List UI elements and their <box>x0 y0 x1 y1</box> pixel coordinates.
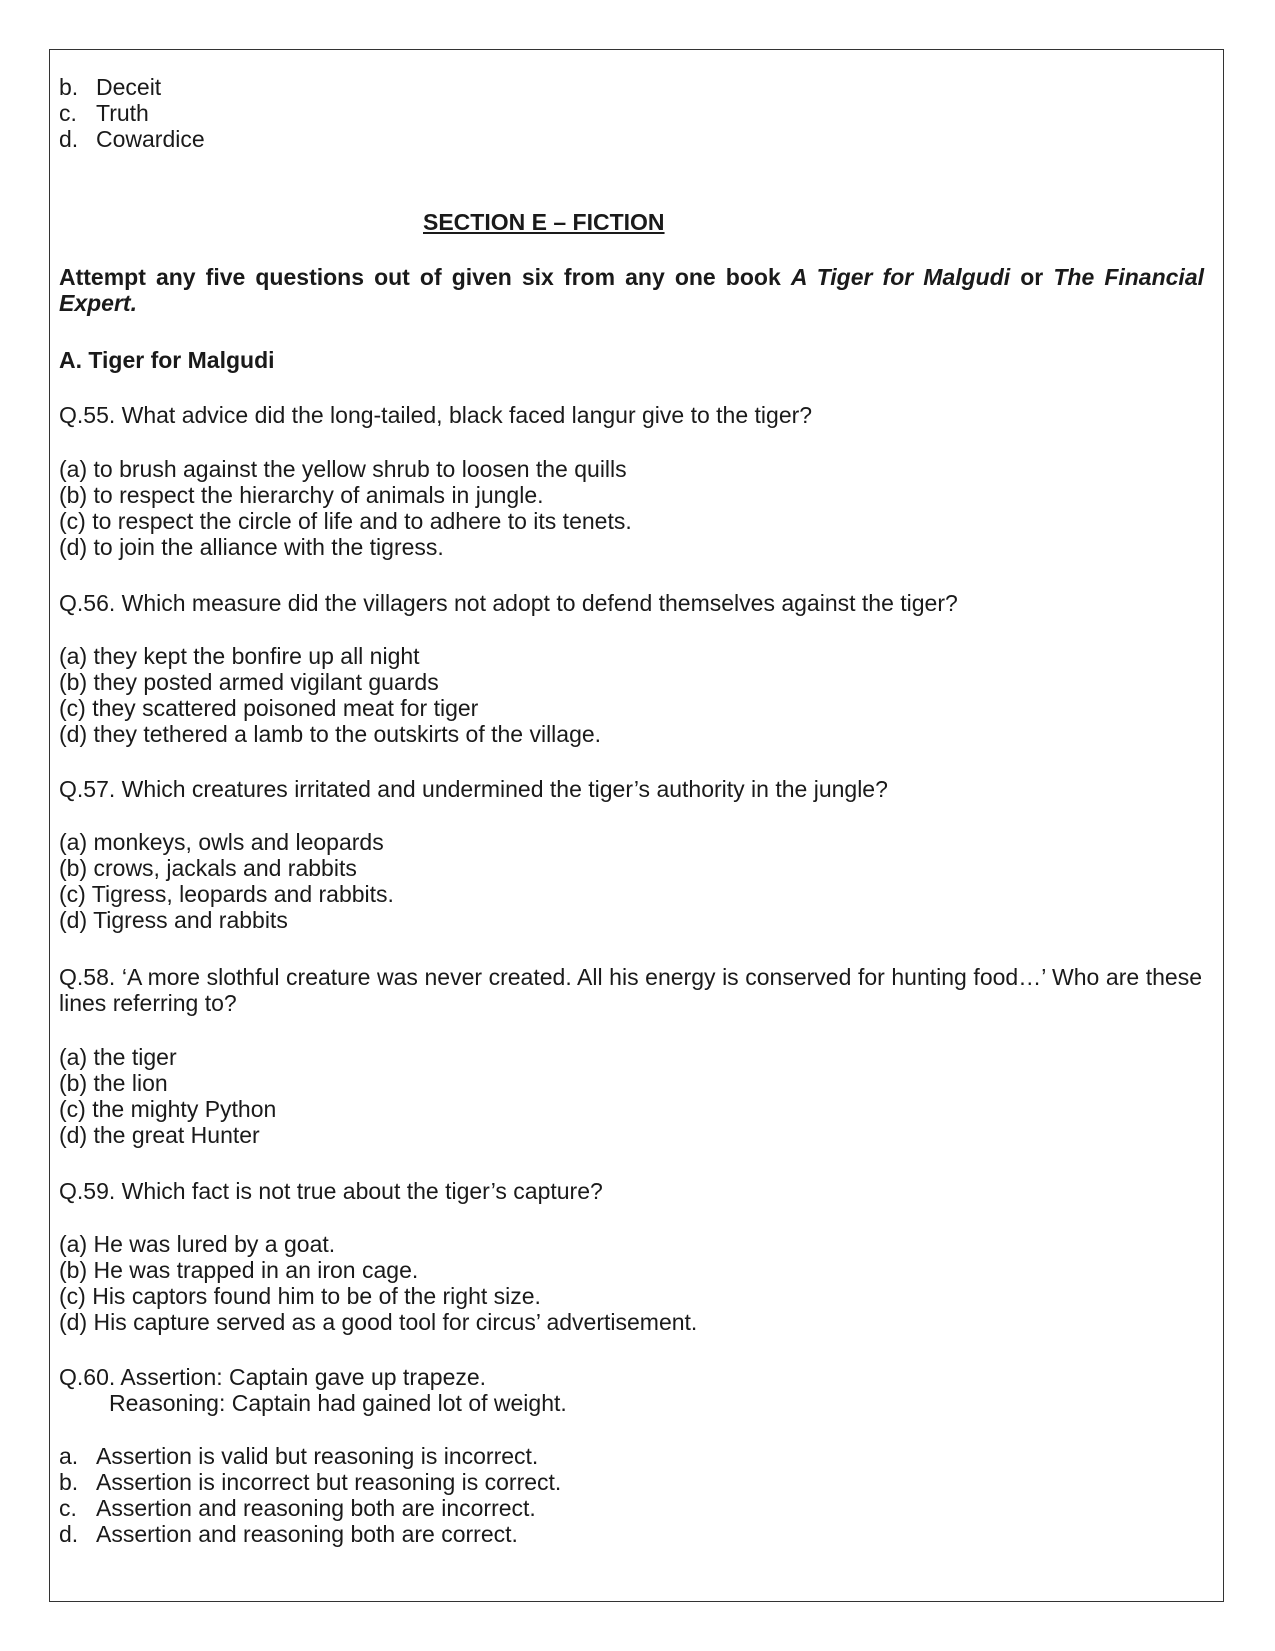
q59-option-a: (a) He was lured by a goat. <box>59 1231 336 1257</box>
q58-option-c: (c) the mighty Python <box>59 1096 277 1122</box>
q60-option-a: a. Assertion is valid but reasoning is incorrect. <box>59 1443 539 1469</box>
q57-option-a: (a) monkeys, owls and leopards <box>59 829 384 855</box>
q58-option-a: (a) the tiger <box>59 1044 177 1070</box>
question-56: Q.56. Which measure did the villagers not adopt to defend themselves against the tiger? <box>59 590 958 616</box>
section-instruction: Attempt any five questions out of given six from any one book A Tiger for Malgudi or The Financial Expert. <box>59 264 1205 316</box>
q55-option-b: (b) to respect the hierarchy of animals in jungle. <box>59 482 544 508</box>
q57-option-c: (c) Tigress, leopards and rabbits. <box>59 881 394 907</box>
q55-option-c: (c) to respect the circle of life and to adhere to its tenets. <box>59 508 632 534</box>
q58-option-d: (d) the great Hunter <box>59 1122 260 1148</box>
q60-option-c: c. Assertion and reasoning both are incorrect. <box>59 1495 536 1521</box>
book-title-1: A Tiger for Malgudi <box>790 264 1011 290</box>
q60-reasoning: Reasoning: Captain had gained lot of weight. <box>109 1390 567 1416</box>
book-subheading: A. Tiger for Malgudi <box>59 347 275 373</box>
question-59: Q.59. Which fact is not true about the tiger’s capture? <box>59 1178 603 1204</box>
previous-option-c: c. Truth <box>59 100 149 126</box>
q56-option-b: (b) they posted armed vigilant guards <box>59 669 439 695</box>
question-60: Q.60. Assertion: Captain gave up trapeze. <box>59 1364 487 1390</box>
question-55: Q.55. What advice did the long-tailed, black faced langur give to the tiger? <box>59 402 813 428</box>
q59-option-d: (d) His capture served as a good tool for circus’ advertisement. <box>59 1309 698 1335</box>
q60-option-d: d. Assertion and reasoning both are correct. <box>59 1521 518 1547</box>
previous-option-b: b. Deceit <box>59 74 162 100</box>
section-heading: SECTION E – FICTION <box>423 209 665 235</box>
book-title-2: The Financial Expert. <box>59 264 1205 316</box>
q59-option-c: (c) His captors found him to be of the right size. <box>59 1283 541 1309</box>
q56-option-a: (a) they kept the bonfire up all night <box>59 643 420 669</box>
question-57: Q.57. Which creatures irritated and undermined the tiger’s authority in the jungle? <box>59 776 888 802</box>
q57-option-b: (b) crows, jackals and rabbits <box>59 855 357 881</box>
q60-option-b: b. Assertion is incorrect but reasoning is correct. <box>59 1469 562 1495</box>
q56-option-c: (c) they scattered poisoned meat for tiger <box>59 695 479 721</box>
question-58: Q.58. ‘A more slothful creature was never created. All his energy is conserved for hunting food…’ Who are these lines referring to? <box>59 964 1202 1016</box>
q55-option-d: (d) to join the alliance with the tigress. <box>59 534 444 560</box>
q56-option-d: (d) they tethered a lamb to the outskirts of the village. <box>59 721 602 747</box>
q57-option-d: (d) Tigress and rabbits <box>59 907 288 933</box>
q58-option-b: (b) the lion <box>59 1070 168 1096</box>
q59-option-b: (b) He was trapped in an iron cage. <box>59 1257 419 1283</box>
previous-option-d: d. Cowardice <box>59 126 205 152</box>
q55-option-a: (a) to brush against the yellow shrub to loosen the quills <box>59 456 627 482</box>
